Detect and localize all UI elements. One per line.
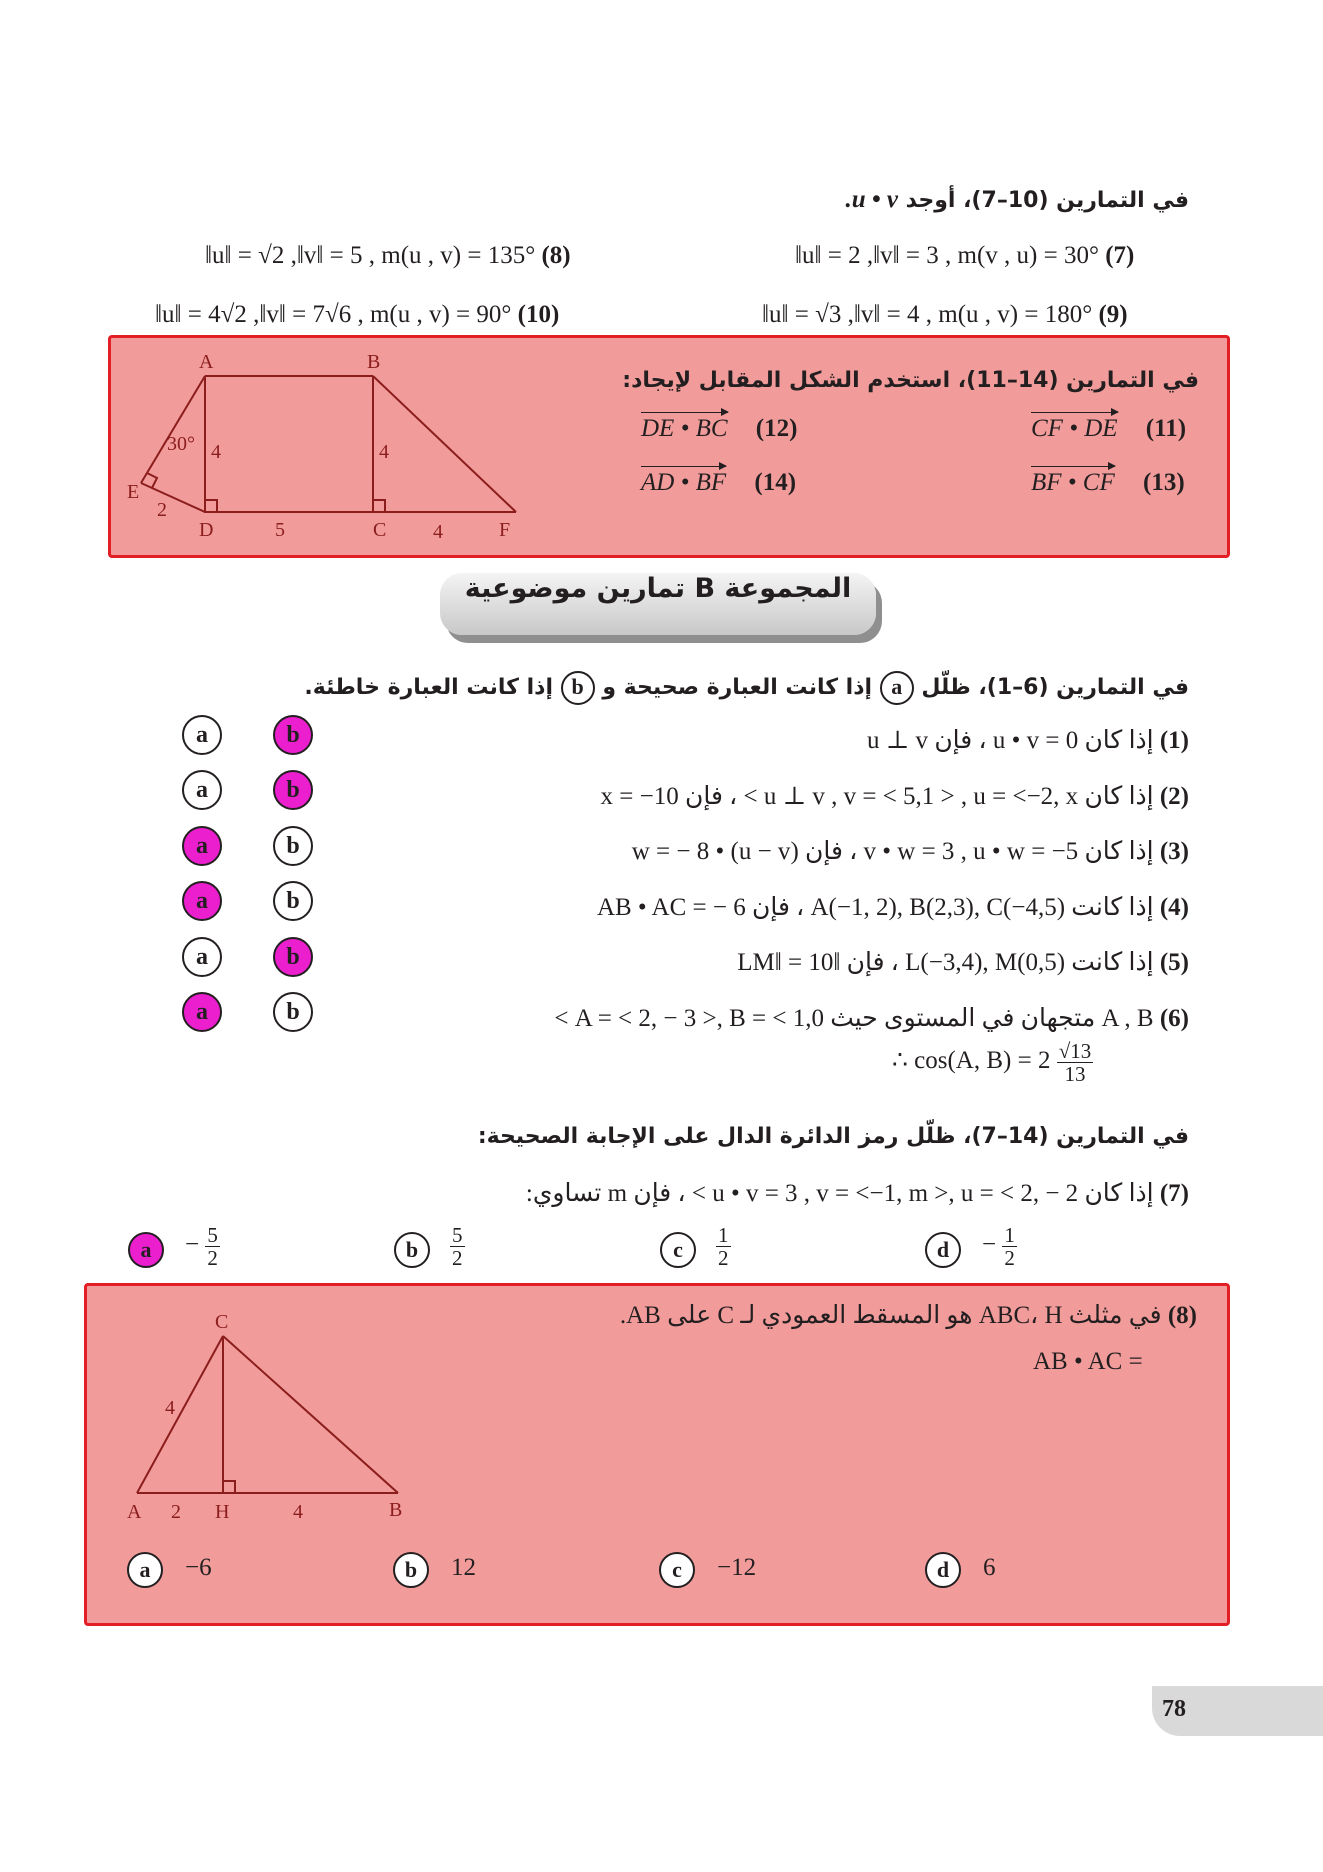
tf-6-option-a[interactable]: a (182, 992, 222, 1032)
q7-option-b[interactable]: b (394, 1232, 430, 1268)
label-HB: 4 (293, 1501, 303, 1523)
q8-option-c-value: −12 (717, 1554, 757, 1581)
exercise-7: ‖u‖ = 2 ,‖v‖ = 3 , m(v , u) = 30° (7) (795, 242, 1135, 269)
mc-intro: في التمارين (14–7)، ظلّل رمز الدائرة الدال على الإجابة الصحيحة: (477, 1124, 1189, 1149)
tf-3-option-a[interactable]: a (182, 826, 222, 866)
exercise-14: AD • BF (14) (641, 469, 797, 496)
exercise-11: CF • DE (11) (1031, 415, 1187, 442)
label-AC: 4 (165, 1397, 175, 1419)
label-F: F (499, 519, 511, 541)
tf-6-option-b[interactable]: b (273, 992, 313, 1032)
tf-item-2: (2) إذا كان u ⊥ v , v = < 5,1 > , u = <−2, x > ، فإن x = −10 (600, 783, 1189, 810)
label-E: E (127, 481, 140, 503)
tf-2-option-a[interactable]: a (182, 770, 222, 810)
exercise-8: ‖u‖ = √2 ,‖v‖ = 5 , m(u , v) = 135° (8) (205, 242, 571, 269)
q8-option-c[interactable]: c (659, 1552, 695, 1588)
tf-4-option-a[interactable]: a (182, 881, 222, 921)
q7-option-c[interactable]: c (660, 1232, 696, 1268)
intro-7-10: في التمارين (10–7)، أوجد u • v. (845, 186, 1189, 213)
q8-option-b-value: 12 (451, 1554, 476, 1581)
q8-option-a[interactable]: a (127, 1552, 163, 1588)
q7-option-c-value: $\frac{1}{2}$ (718, 1223, 729, 1270)
label-B: B (367, 351, 381, 373)
label-C: C (373, 519, 387, 541)
label-D: D (199, 519, 214, 541)
tf-item-1: (1) إذا كان 0 = u • v ، فإن u ⊥ v (867, 727, 1189, 754)
label-angle: 30° (167, 433, 195, 455)
label-AH: 2 (171, 1501, 181, 1523)
page-number: 78 (1152, 1686, 1323, 1736)
mc-q7: (7) إذا كان u • v = 3 , v = <−1, m >, u = < 2, − 2 > ، فإن m تساوي: (525, 1180, 1189, 1207)
exercise-13: BF • CF (13) (1031, 469, 1185, 496)
q8-box (84, 1283, 1230, 1626)
label-CF: 4 (433, 521, 443, 543)
label-A: A (127, 1501, 142, 1523)
tf-2-option-b[interactable]: b (273, 770, 313, 810)
q7-option-d-value: − $\frac{1}{2}$ (982, 1223, 1015, 1270)
tf-item-6: (6) A , B متجهان في المستوى حيث A = < 2, − 3 >, B = < 1,0 > (554, 1005, 1189, 1032)
triangle-figure (87, 1286, 427, 1526)
label-DC: 5 (275, 519, 285, 541)
tf-1-option-b[interactable]: b (273, 715, 313, 755)
exercise-10: ‖u‖ = 4√2 ,‖v‖ = 7√6 , m(u , v) = 90° (10) (155, 301, 560, 328)
q8-option-d[interactable]: d (925, 1552, 961, 1588)
label-A: A (199, 351, 214, 373)
mc-q8: (8) في مثلث ABC، H هو المسقط العمودي لـ C على AB. (619, 1302, 1197, 1329)
q8-option-b[interactable]: b (393, 1552, 429, 1588)
tf-3-option-b[interactable]: b (273, 826, 313, 866)
tf-1-option-a[interactable]: a (182, 715, 222, 755)
q7-option-b-value: $\frac{5}{2}$ (452, 1223, 463, 1270)
q7-option-a-value: − $\frac{5}{2}$ (185, 1223, 218, 1270)
label-H: H (215, 1501, 230, 1523)
exercise-9: ‖u‖ = √3 ,‖v‖ = 4 , m(u , v) = 180° (9) (762, 301, 1128, 328)
tf-item-5: (5) إذا كانت L(−3,4), M(0,5) ، فإن ‖LM‖ = 10 (737, 949, 1189, 976)
tf-item-4: (4) إذا كانت A(−1, 2), B(2,3), C(−4,5) ، فإن AB • AC = − 6 (596, 894, 1189, 921)
tf-intro: في التمارين (6–1)، ظلّل a إذا كانت العبارة صحيحة و b إذا كانت العبارة خاطئة. (304, 671, 1189, 705)
label-C: C (215, 1311, 229, 1333)
box1-intro: في التمارين (14–11)، استخدم الشكل المقابل لإيجاد: (622, 368, 1199, 393)
mc-q8-expr: AB • AC = (1033, 1348, 1143, 1375)
q7-option-d[interactable]: d (925, 1232, 961, 1268)
tf-item-3: (3) إذا كان v • w = 3 , u • w = −5 ، فإن (u − v) • w = − 8 (631, 838, 1189, 865)
label-B: B (389, 1499, 403, 1521)
tf-4-option-b[interactable]: b (273, 881, 313, 921)
tf-5-option-a[interactable]: a (182, 937, 222, 977)
exercise-12: DE • BC (12) (641, 415, 798, 442)
section-banner: المجموعة B تمارين موضوعية (440, 573, 876, 635)
tf-item-6-conclusion: ∴ cos(A, B) = 2 $\frac{√13}{13}$ (892, 1039, 1092, 1086)
tf-5-option-b[interactable]: b (273, 937, 313, 977)
q8-option-d-value: 6 (983, 1554, 996, 1581)
label-ED: 2 (157, 499, 167, 521)
q8-option-a-value: −6 (185, 1554, 212, 1581)
exercises-11-14-box (108, 335, 1230, 558)
label-AD: 4 (211, 441, 221, 463)
q7-option-a[interactable]: a (128, 1232, 164, 1268)
trapezoid-figure (111, 338, 531, 558)
label-BC: 4 (379, 441, 389, 463)
